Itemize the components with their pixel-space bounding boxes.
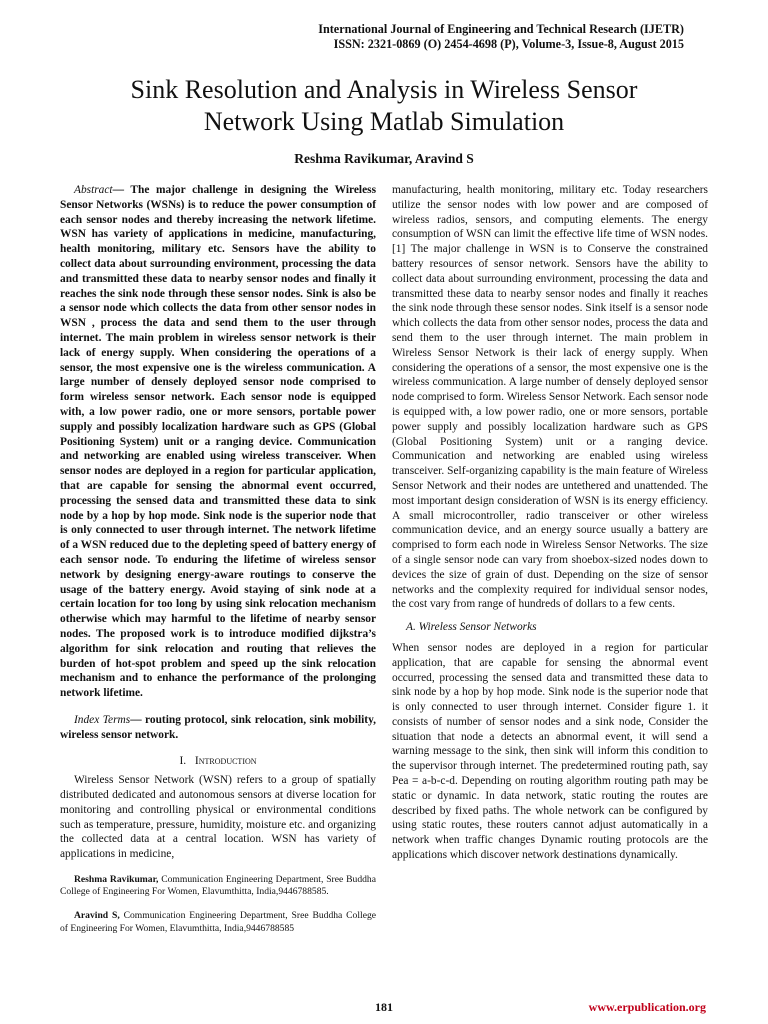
journal-name: International Journal of Engineering and Technical Research (IJETR) <box>318 22 684 36</box>
introduction-continued-paragraph: manufacturing, health monitoring, military etc. Today researchers utilize the sensor nodes with low power and are composed of wireless radios, sensors, and computing elements. The energy consumption of WSN can limit the effective life time of WSN nodes.[1] The major challenge in WSN is to Conserve the constrained battery resources of sensor network. Sensors have the ability to collect data about surrounding environment, processing the data and transmitted these data to nearby sensor nodes and finally it reaches the sink node through these sensor nodes. Sink itself is a sensor node which collects the data from other sensor nodes, process the data and send them to the user through internet. The main problem in Wireless Sensor Network is their lack of energy supply. When considering the operations of a sensor, the most expensive one is the wireless communication. A large number of densely deployed sensor node comprised to form. Wireless Sensor Network. Each sensor node is equipped with, a low power radio, one or more sensors, portable power supply and possibly localization hardware such as GPS (Global Positioning System) unit or a ranging device. Communication and networking are enabled using wireless transceiver. Self-organizing capability is the main feature of Wireless Sensor Network and their nodes are untethered and unattended. The most important design consideration of WSN is its energy efficiency. A small microcontroller, radio transceiver or other wireless communication device, and an energy source usually a battery are comprised to form each node in Wireless Sensor Networks. The size of a single sensor node can vary from shoebox-sized nodes down to devices the size of grain of dust. Depending on the size of sensor networks and the complexity required for individual sensor nodes, the cost vary from range of hundreds of dollars to a few cents. <box>392 184 708 611</box>
footnote-1-text: Communication Engineering Department, Sree Buddha College of Engineering For Women, Elavumthitta, India,9446788585. <box>60 874 376 898</box>
wsn-paragraph: When sensor nodes are deployed in a region for particular application, that are capable for sensing the abnormal event occurred, processing the sensed data and transmitted these data to sink node by a hop by hop mode. Sink node is the superior node that is only connected to user through internet. Consider figure 1. it consists of number of sensor nodes and a sink node, Consider the situation that node a detects an abnormal event, it will send a warning message to the sink, then sink will inform this condition to the supervisor through internet. The predetermined routing path, say Pea = a-b-c-d. Depending on routing algorithm routing path may be static or dynamic. In data network, static routing the routes are described by fixed paths. The whole network can be configured by using static routes, these routers cannot adjust automatically in a network when traffic changes Dynamic routing protocols are the applications which discover network destinations dynamically. <box>392 641 708 862</box>
abstract-label: Abstract <box>74 184 113 196</box>
journal-issn: ISSN: 2321-0869 (O) 2454-4698 (P), Volume-3, Issue-8, August 2015 <box>333 37 684 51</box>
author-footnote-2 <box>60 910 376 934</box>
paper-title <box>0 74 768 138</box>
section-number: I. <box>179 754 187 768</box>
footnote-1-name: Reshma Ravikumar, <box>74 874 159 886</box>
journal-header <box>318 22 684 52</box>
introduction-paragraph: Wireless Sensor Network (WSN) refers to a group of spatially distributed dedicated and autonomous sensors at diverse location for monitoring and controlling physical or environmental conditions such as temperature, pressure, humidity, moisture etc. and organizing the collected data at a central location. WSN has variety of applications in medicine, <box>60 774 376 861</box>
index-terms-label: Index Terms <box>74 713 131 726</box>
section-title: Introduction <box>194 754 257 768</box>
index-terms-text: — routing protocol, sink relocation, sink mobility, wireless sensor network. <box>60 713 376 741</box>
left-column <box>60 183 376 935</box>
right-column <box>392 183 708 863</box>
index-terms <box>60 713 376 743</box>
author-list: Reshma Ravikumar, Aravind S <box>294 151 474 166</box>
publisher-website-link[interactable]: www.erpublication.org <box>588 1000 706 1014</box>
paper-title-line-1: Sink Resolution and Analysis in Wireless Sensor <box>130 75 638 104</box>
footnote-2-text: Communication Engineering Department, Sree Buddha College of Engineering For Women, Elavumthitta, India,9446788585 <box>60 910 377 934</box>
author-footnote-1 <box>60 874 376 898</box>
abstract-text: — The major challenge in designing the Wireless Sensor Networks (WSNs) is to reduce the power consumption of each sensor nodes and thereby increasing the network lifetime. WSN has variety of applications in medicine, manufacturing, health monitoring, military etc. Sensors have the ability to collect data about surrounding environment, processing the data and transmitted these data to nearby sensor nodes and finally it reaches the sink node through these sensor nodes. Sink is also be a sensor node which collects the data from other sensor nodes in WSN , process the data and send them to the user through internet. The main problem in wireless sensor network is their lack of energy supply. When considering the operations of a sensor, the most expensive one is the wireless communication. A large number of densely deployed sensor node comprised to form wireless sensor network. Each sensor node is equipped with, a low power radio, one or more sensors, portable power supply and possibly localization hardware such as GPS (Global Positioning System) unit or a ranging device. Communication and networking are enabled using wireless transceiver. When sensor nodes are deployed in a region for particular application, that are capable for sensing the abnormal event occurred, processing the sensed data and transmitted these data to sink node by a hop by hop mode. Sink node is the superior node that is only connected to user through internet. The network lifetime of a WSN reduced due to the depleting speed of battery energy of each sensor node. To enduring the lifetime of wireless sensor network by designing energy-aware routings to conserve the usage of the battery energy. Avoid staying of sink node at a certain location for too long by using sink relocation mechanism otherwise which may harmful to the lifetime of nearby sensor nodes. The proposed work is to introduce modified dijkstra’s algorithm for sink relocation and routing that relieves the burden of hot-spot problem and speed up the sink relocation mechanism and to enhance the performance of the prolonging network lifetime. <box>60 184 376 700</box>
footnote-2-name: Aravind S, <box>74 910 120 922</box>
abstract <box>60 183 376 701</box>
subsection-heading-wsn: A. Wireless Sensor Networks <box>406 621 537 634</box>
page-number: 181 <box>375 1000 393 1014</box>
paper-title-line-2: Network Using Matlab Simulation <box>203 107 565 136</box>
section-heading-introduction <box>60 754 376 769</box>
